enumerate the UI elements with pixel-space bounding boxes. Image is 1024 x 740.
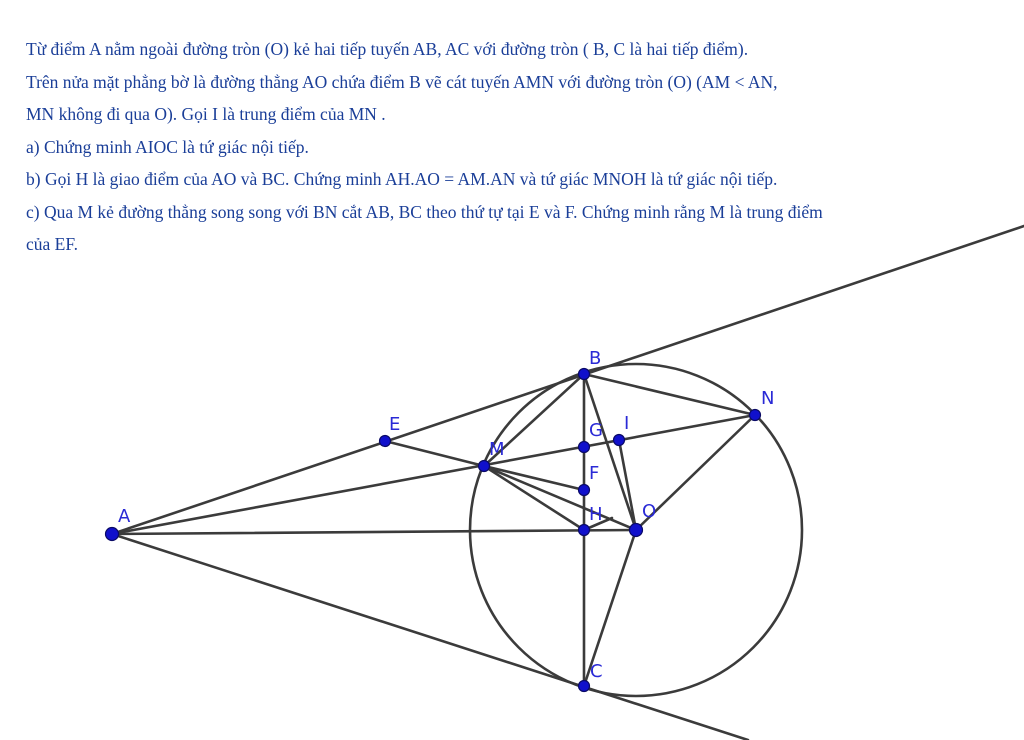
point-m <box>479 461 490 472</box>
segment-ao <box>112 530 636 534</box>
problem-line-2: Trên nửa mặt phẳng bờ là đường thẳng AO chứa điểm B vẽ cát tuyến AMN với đường tròn (O) (AM < AN, <box>26 71 778 92</box>
point-i <box>614 435 625 446</box>
point-n <box>750 410 761 421</box>
point-c <box>579 681 590 692</box>
point-a <box>106 528 119 541</box>
point-o <box>630 524 643 537</box>
label-a: A <box>118 506 131 527</box>
label-b: B <box>589 348 602 369</box>
problem-part-c-cont: của EF. <box>26 234 79 254</box>
point-h <box>579 525 590 536</box>
problem-line-3: MN không đi qua O). Gọi I là trung điểm của MN . <box>26 104 386 124</box>
problem-part-c: c) Qua M kẻ đường thẳng song song với BN cắt AB, BC theo thứ tự tại E và F. Chứng minh rằng M là trung điểm <box>26 201 823 222</box>
tangent-line-ac <box>112 534 748 740</box>
point-e <box>380 436 391 447</box>
segment-an <box>112 415 755 534</box>
problem-line-1: Từ điểm A nằm ngoài đường tròn (O) kẻ hai tiếp tuyến AB, AC với đường tròn ( B, C là hai tiếp điểm). <box>26 39 749 59</box>
label-c: C <box>590 661 603 682</box>
label-e: E <box>389 414 401 435</box>
label-f: F <box>589 463 600 484</box>
label-n: N <box>761 388 775 409</box>
point-b <box>579 369 590 380</box>
point-f <box>579 485 590 496</box>
label-i: I <box>624 413 630 434</box>
problem-part-a: a) Chứng minh AIOC là tứ giác nội tiếp. <box>26 136 309 157</box>
segment-mo <box>484 466 636 530</box>
label-o: O <box>642 501 657 522</box>
segment-em <box>385 441 484 466</box>
label-h: H <box>589 504 603 525</box>
label-m: M <box>489 439 505 460</box>
problem-part-b: b) Gọi H là giao điểm của AO và BC. Chứng minh AH.AO = AM.AN và tứ giác MNOH là tứ giác nội tiếp. <box>26 169 778 189</box>
tangent-line-ab <box>112 226 1024 534</box>
label-g: G <box>589 420 603 441</box>
segment-mh <box>484 466 584 530</box>
segment-bn <box>584 374 755 415</box>
point-g <box>579 442 590 453</box>
